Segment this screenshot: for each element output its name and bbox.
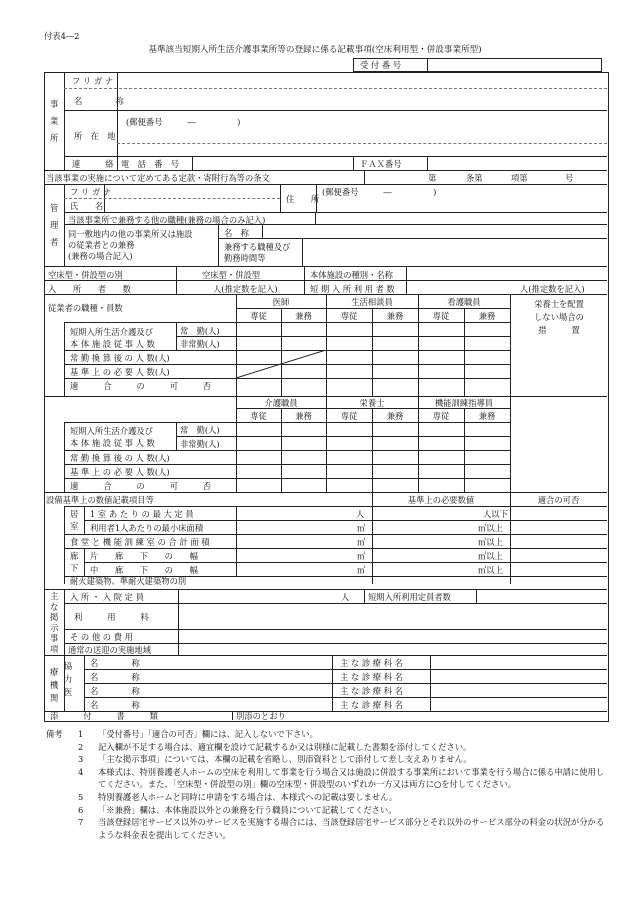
office-furigana-label: フ リ ガ ナ [72,76,114,86]
medical-section-label-a: 協 力 医 [64,661,73,697]
residents-estimate: 人(推定数を記入) [213,284,278,294]
office-section-label: 事 業 所 [50,99,59,143]
manager-conc-name-label: 名 称 [224,228,249,238]
short-users-estimate: 人(推定数を記入) [520,284,585,294]
office-phone-label: 電 話 番 号 [121,159,180,169]
staff-label: 従業者の職種・員数 [48,303,123,313]
facility-type-label: 本体施設の種別・名称 [310,270,393,280]
office-name-label: 名 称 [74,96,124,106]
facility-label: 設備基準上の数値記載項目等 [46,495,154,505]
fee-label: 利 用 料 [74,612,149,622]
role-doctor: 医師 [272,297,290,307]
other-fee-label: そ の 他 の 費 用 [70,632,133,642]
residents-label: 入 所 者 数 [48,284,131,294]
reception-number-label: 受 付 番 号 [360,60,402,70]
role-trainer: 機能訓練指導員 [434,398,494,408]
role-nurse: 看護職員 [447,297,481,307]
medical-section-label-b: 療 機 関 [50,667,59,703]
office-postal: (郵便番号 ― ) [126,117,241,127]
manager-conc-job-label: 兼務する職種及び 勤務時間等 [224,242,291,263]
role-counselor: 生活相談員 [351,297,393,307]
registration-form: 付表4―2 基準該当短期入所生活介護事業所等の登録に係る記載事項(空床利用型・併設事業所型) 受 付 番 号 事 業 所 フ リ ガ ナ 名 称 (郵便番号 ― ) 所 在 地 連 絡 電 話 番 号 ＦＡＸ番号 当該事業の実施について定めてある定款・寄附行為等の条文 第 条第 項第 号 管 理 者 フ リ ガ ナ 氏 名 住 所 (郵便番号 ― ) 当該事業所で兼務する他の職種(兼務の場合のみ記入) 同一敷地内の他の事業所又は施設 の従業者との兼務 (兼務の場合記入) 名 称 兼務する職種及び 勤務時間等 空床型・併設型の別 空床型・併設型 本体施設の種別・名称 入 所 者 数 人(推定数を記入) 短 期 入 所 利 用 者 数 人(推定数を記入) 従業者の職種・員数 医師 生活相談員 看護職員 専従 兼務 専従 兼務 専従 兼務 栄養士を配置 しない場合の 措 置 短期入所生活介護及び 本 体 施 設 従 事 人 数 常 勤(人) 非常勤(人) 常 勤 換 算 後 の 人 数(人) 基 準 上 の 必 要 人 数(人) 適 合 の 可 否 介護職員 栄養士 機能訓練指導員 専従 兼務 専従 兼務 専従 兼務 短期入所生活介護及び 本 体 施 設 従 事 人 数 常 勤(人) 非常勤(人) 常 勤 換 算 後 の 人 数(人) 基 準 上 の 必 要 人 数(人) 適 合 の 可 否 設備基準上の数値記載項目等 基準上の必要数値 適合の可否 居 室 廊 下 1 室 あ た り の 最 大 定 員 人 人以下 利用者1人あたりの最小床面積 ㎡ ㎡以上 食 堂 と 機 能 訓 練 室 の 合 計 面 積 ㎡ ㎡以上 片 廊 下 の 幅 ㎡ ㎡以上 中 廊 下 の 幅 ㎡ ㎡以上 耐火建築物、準耐火建築物の別 主 な 掲 示 事 項 入 所 ・ 入 院 定 員 人 短期入所利用定員者数 利 用 料 そ の 他 の 費 用 通常の送迎の実施地域 協 力 医 療 機 関 名 称 主 な 診 療 科 名 名 称 主 な 診 療 科 名 名 称 主 な 診 療 科 名 名 称 主 な 診 療 科 名 添 付 書 類 別添のとおり 備考 1 「受付番号」「適合の可否」欄には、記入しないで下さい。 2 記入欄が不足する場合は、適宜欄を設けて記載するか又は別様に記載した書類を添付してください。 3 「主な掲示事項」については、本欄の記載を省略し、別添資料として添付して差し支えありません。 4 本様式は、特別養護老人ホームの空床を利用して事業を行う場合又は施設に併設する事業所において事業を行う場合に係る申請に使用してください。また、「空床型・併設型の別」欄の空床型・併設型のいずれか一方又は両方に○を付してください。 5 特別養護老人ホームと同時に申請をする場合は、本様式への記載は要しません。 6 「※兼務」欄は、本体施設以外との兼務を行う職員について記載してください。 7 当該登録居宅サービス以外のサービスを実施する場合には、当該登録居宅サービス部分とそれ以外のサービス部分の料金の状況が分かるような料金表を提出してください。 [0,0,630,902]
room-group-label: 居 室 [70,509,79,531]
manager-address-label: 住 所 [286,194,320,204]
short-capacity-label: 短期入所利用定員者数 [368,592,451,602]
doctor-diagonal-slash [236,350,326,379]
facility-needed-header: 基準上の必要数値 [407,495,475,505]
type-label: 空床型・併設型の別 [48,270,123,280]
manager-postal: (郵便番号 ― ) [322,187,437,197]
page-title: 基準該当短期入所生活介護事業所等の登録に係る記載事項(空床利用型・併設事業所型) [148,45,482,55]
notes-heading: 備考 [46,729,63,739]
office-fax-label: ＦＡＸ番号 [360,159,402,169]
fireproof-label: 耐火建築物、準耐火建築物の別 [70,576,187,586]
facility-suit-header: 適合の可否 [537,495,580,505]
notes: 備考 1 「受付番号」「適合の可否」欄には、記入しないで下さい。 2 記入欄が不足する場合は、適宜欄を設けて記載するか又は別様に記載した書類を添付してください。 3 「主な掲示事項」については、本欄の記載を省略し、別添資料として添付して差し支えありません。 4 本様式は、特別養護老人ホームの空床を利用して事業を行う場合又は施設に併設する事業所において事業を行う場合に係る申請に使用してください。また、「空床型・併設型の別」欄の空床型・併設型のいずれか一方又は両方に○を付してください。 5 特別養護老人ホームと同時に申請をする場合は、本様式への記載は要しません。 6 「※兼務」欄は、本体施設以外との兼務を行う職員について記載してください。 7 当該登録居宅サービス以外のサービスを実施する場合には、当該登録居宅サービス部分とそれ以外のサービス部分の料金の状況が分かるような料金表を提出してください。 [46,729,605,840]
attachments-value: 別添のとおり [236,711,286,721]
articles-label: 当該事業の実施について定めてある定款・寄附行為等の条文 [46,173,270,183]
role-dietitian: 栄養士 [359,398,385,408]
dietitian-note: 栄養士を配置 しない場合の 措 置 [534,299,584,335]
office-address-label: 所 在 地 [74,131,116,141]
manager-section-label: 管 理 者 [50,203,59,247]
main-items-section-label: 主 な 掲 示 事 項 [50,591,59,654]
manager-other-duty-label: 当該事業所で兼務する他の職種(兼務の場合のみ記入) [68,215,266,225]
manager-name-label: 氏 名 [70,201,104,211]
staff-count-label: 短期入所生活介護及び 本 体 施 設 従 事 人 数 [70,327,155,349]
office-contact-label: 連 絡 [72,159,114,169]
capacity-label: 入 所 ・ 入 院 定 員 [70,592,144,602]
short-users-label: 短 期 入 所 利 用 者 数 [310,284,395,294]
attachments-label: 添 付 書 類 [50,711,158,721]
corridor-group-label: 廊 下 [70,551,79,573]
staff-count-label-2: 短期入所生活介護及び 本 体 施 設 従 事 人 数 [70,426,155,448]
type-value: 空床型・併設型 [202,270,261,280]
manager-concurrent-label: 同一敷地内の他の事業所又は施設 の従業者との兼務 (兼務の場合記入) [68,229,193,261]
form-number: 付表4―2 [44,31,80,41]
manager-furigana-label: フ リ ガ ナ [70,187,112,197]
role-caregiver: 介護職員 [264,398,298,408]
area-label: 通常の送迎の実施地域 [68,645,151,655]
